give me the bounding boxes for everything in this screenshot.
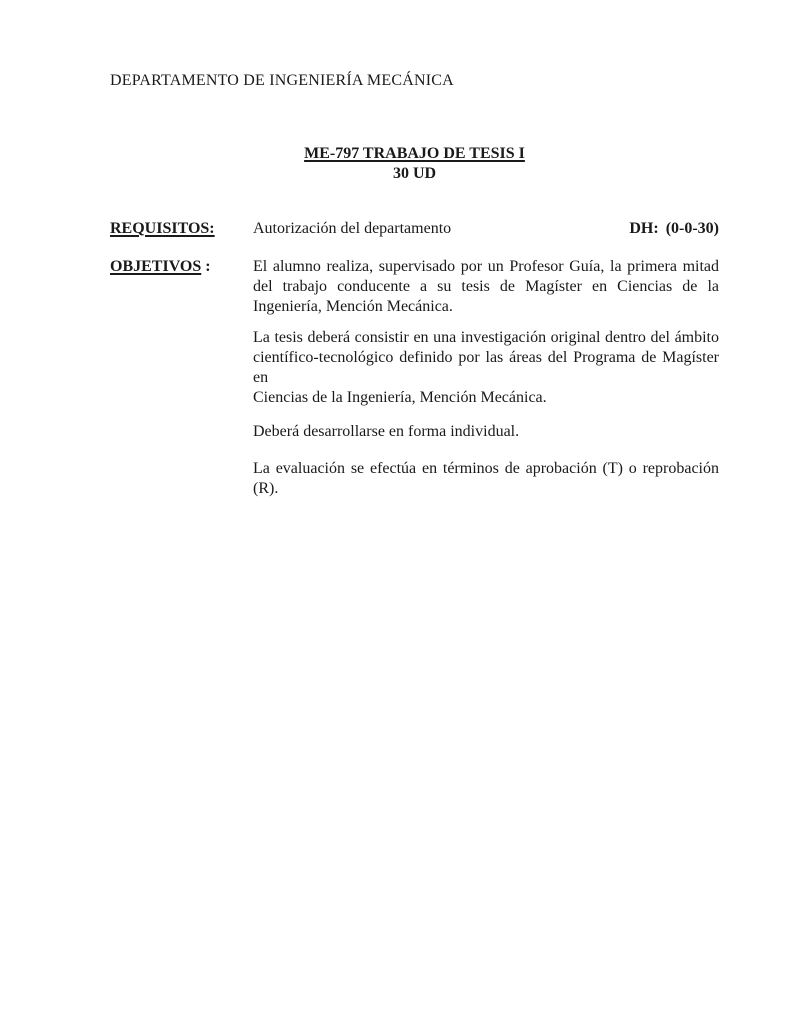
paragraph-line: Deberá desarrollarse en forma individual.: [253, 423, 520, 440]
paragraph: [253, 328, 719, 408]
paragraph-line: Ciencias de la Ingeniería, Mención Mecánica.: [253, 389, 547, 406]
objetivos-section: [110, 257, 719, 499]
requisitos-value: Autorización del departamento: [253, 220, 452, 237]
paragraph-line: científico-tecnológico definido por las áreas del Programa de Magíster en: [253, 349, 719, 386]
paragraph-line: La evaluación se efectúa en términos de aprobación (T) o reprobación: [253, 460, 719, 477]
requisitos-label-text: REQUISITOS:: [110, 220, 215, 237]
dh-credits: [629, 219, 719, 239]
requisitos-section: [110, 219, 719, 239]
dh-value: (0-0-30): [665, 220, 719, 237]
paragraph: [253, 422, 719, 442]
objetivos-paragraphs: [253, 257, 719, 499]
objetivos-label: [110, 257, 253, 277]
paragraph-line: La tesis deberá consistir en una investigación original dentro del ámbito: [253, 329, 719, 346]
paragraph-line: Ingeniería, Mención Mecánica.: [253, 298, 453, 315]
objetivos-label-colon: :: [205, 258, 211, 275]
department-header: DEPARTAMENTO DE INGENIERÍA MECÁNICA: [110, 72, 454, 89]
paragraph: [253, 459, 719, 499]
course-units: 30 UD: [392, 165, 437, 182]
course-title-block: [110, 144, 719, 184]
requisitos-label: [110, 219, 253, 239]
paragraph-line: del trabajo conducente a su tesis de Magíster en Ciencias de la: [253, 278, 719, 295]
course-title: [110, 144, 719, 164]
dh-label: DH:: [629, 220, 659, 237]
paragraph-line: (R).: [253, 480, 279, 497]
paragraph: [253, 257, 719, 317]
paragraph-line: El alumno realiza, supervisado por un Profesor Guía, la primera mitad: [253, 258, 719, 275]
course-title-text: ME-797 TRABAJO DE TESIS I: [304, 145, 525, 162]
objetivos-label-text: OBJETIVOS: [110, 258, 202, 275]
